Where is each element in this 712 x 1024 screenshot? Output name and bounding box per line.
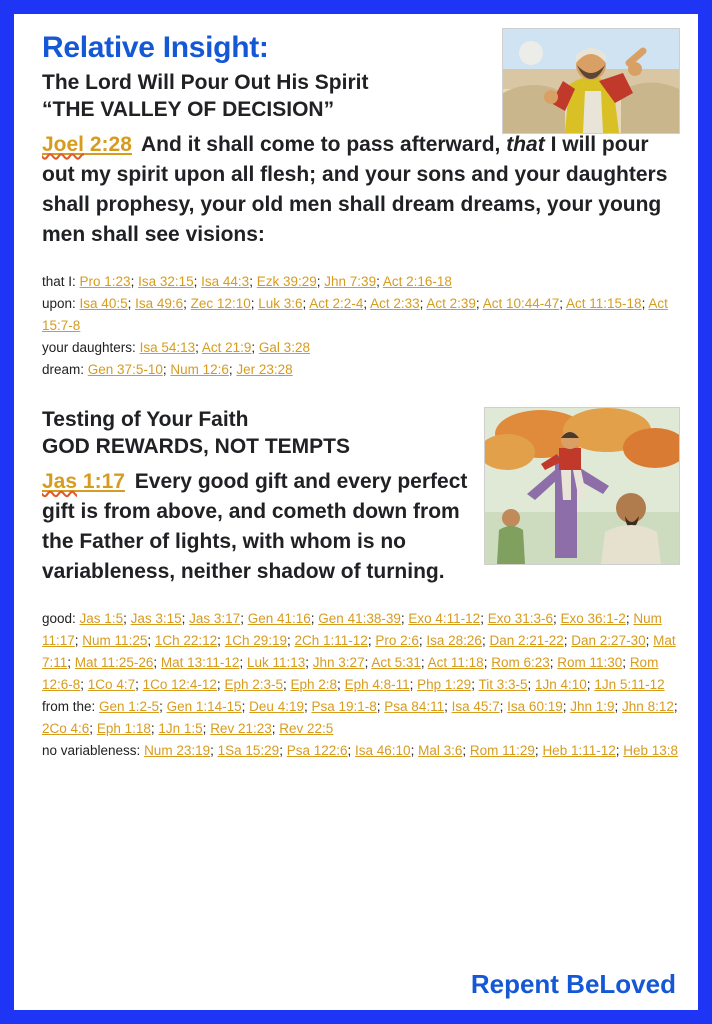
crossref-link[interactable]: Act 11:15-18 (566, 296, 642, 312)
crossref-separator: ; (210, 742, 218, 758)
crossref-separator: ; (549, 655, 558, 671)
crossref-separator: ; (250, 296, 259, 312)
crossref-separator: ; (534, 742, 543, 758)
crossref-link[interactable]: Isa 45:7 (451, 698, 500, 714)
crossref-separator: ; (195, 339, 202, 355)
crossref-separator: ; (241, 698, 250, 714)
crossref-separator: ; (376, 274, 383, 290)
crossref-separator: ; (181, 611, 190, 627)
crossref-separator: ; (673, 698, 678, 714)
tree-scene-illustration (484, 407, 680, 565)
prophet-illustration (502, 28, 680, 134)
crossref-link[interactable]: Gen 41:16 (247, 611, 311, 627)
crossref-separator: ; (153, 655, 161, 671)
crossref-link[interactable]: Rev 21:23 (210, 720, 272, 736)
section1-crossrefs (42, 271, 680, 380)
crossref-link[interactable]: Psa 122:6 (286, 742, 348, 758)
page-title: Relative Insight: (42, 31, 269, 64)
section1-heading-2: “THE VALLEY OF DECISION” (42, 97, 335, 121)
section1-verse (42, 130, 680, 249)
crossref-group (42, 271, 680, 293)
crossref-link[interactable]: Act 21:9 (201, 339, 252, 355)
crossref-separator: ; (563, 633, 572, 649)
crossref-link[interactable]: Gal 3:28 (258, 339, 310, 355)
crossref-separator: ; (409, 677, 418, 693)
section1-verse-reference-locator: 2:28 (89, 133, 132, 157)
crossref-link[interactable]: Gen 1:14-15 (166, 698, 242, 714)
crossref-link[interactable]: Jas 1:5 (79, 611, 124, 627)
crossref-separator: ; (462, 742, 470, 758)
crossref-link[interactable]: Num 23:19 (144, 742, 211, 758)
crossref-link[interactable]: Act 11:18 (427, 655, 484, 671)
crossref-link[interactable]: Deu 4:19 (249, 698, 304, 714)
crossref-link[interactable]: Gen 1:2-5 (99, 698, 160, 714)
crossref-link[interactable]: Pro 1:23 (79, 274, 131, 290)
section2-verse-text: Every good gift and every perfect gift is from above, and cometh down from the Father of lights, with whom is no variableness, neither shadow of turning. (42, 470, 468, 583)
crossref-link[interactable]: Jhn 8:12 (622, 698, 674, 714)
crossref-separator: ; (614, 698, 623, 714)
crossref-separator: ; (553, 611, 561, 627)
crossref-link[interactable]: 1Ch 29:19 (224, 633, 287, 649)
crossref-link[interactable]: Rom 6:23 (491, 655, 550, 671)
crossref-group (42, 359, 680, 381)
crossref-link[interactable]: Act 2:33 (370, 296, 420, 312)
section2-heading-2: GOD REWARDS, NOT TEMPTS (42, 434, 351, 458)
section1-verse-reference-book: Joel (42, 133, 85, 157)
crossref-link[interactable]: Eph 4:8-11 (344, 677, 410, 693)
crossref-link[interactable]: Pro 2:6 (375, 633, 419, 649)
crossref-group (42, 337, 680, 359)
section1-verse-reference[interactable] (42, 133, 132, 156)
crossref-separator: ; (135, 677, 143, 693)
crossref-group-label: that I: (42, 274, 80, 290)
crossref-link[interactable]: Eph 1:18 (96, 720, 151, 736)
crossref-link[interactable]: Num 11:25 (82, 633, 148, 649)
crossref-link[interactable]: Psa 84:11 (384, 698, 445, 714)
crossref-link[interactable]: Heb 13:8 (623, 742, 679, 758)
crossref-link[interactable]: Luk 3:6 (258, 296, 303, 312)
crossref-link[interactable]: Jas 3:17 (189, 611, 241, 627)
section2-verse-reference[interactable] (42, 470, 125, 493)
crossref-link[interactable]: Act 15:7-8 (42, 296, 668, 334)
section2-heading-1: Testing of Your Faith (42, 407, 249, 431)
crossref-separator: ; (279, 742, 287, 758)
crossref-separator: ; (127, 296, 136, 312)
crossref-link[interactable]: Act 2:39 (426, 296, 476, 312)
crossref-group-label: no variableness: (42, 742, 145, 758)
crossref-separator: ; (483, 655, 492, 671)
crossref-separator: ; (480, 611, 488, 627)
crossref-separator: ; (217, 633, 225, 649)
crossref-separator: ; (419, 296, 427, 312)
crossref-separator: ; (622, 655, 630, 671)
crossref-link[interactable]: Rom 12:6-8 (42, 655, 659, 693)
crossref-link[interactable]: Mat 11:25-26 (74, 655, 154, 671)
crossref-link[interactable]: Jer 23:28 (236, 361, 293, 377)
crossref-separator: ; (150, 720, 159, 736)
crossref-separator: ; (316, 274, 325, 290)
crossref-separator: ; (193, 274, 202, 290)
crossref-separator: ; (240, 611, 248, 627)
crossref-link[interactable]: Isa 46:10 (355, 742, 411, 758)
crossref-separator: ; (499, 698, 508, 714)
tree-scene-illustration-art (485, 408, 679, 564)
crossref-link[interactable]: Eph 2:8 (290, 677, 338, 693)
crossref-separator: ; (475, 296, 483, 312)
crossref-link[interactable]: 1Ch 22:12 (154, 633, 218, 649)
crossref-link[interactable]: Luk 11:13 (246, 655, 306, 671)
crossref-separator: ; (347, 742, 356, 758)
crossref-link[interactable]: Act 2:16-18 (382, 274, 452, 290)
crossref-separator: ; (228, 361, 237, 377)
section1-verse-part1: And it shall come to pass afterward, (140, 133, 501, 157)
crossref-separator: ; (645, 633, 654, 649)
crossref-link[interactable]: Num 11:17 (42, 611, 662, 649)
crossref-separator: ; (364, 655, 372, 671)
crossref-link[interactable]: Exo 36:1-2 (560, 611, 626, 627)
crossref-separator: ; (183, 296, 191, 312)
crossref-separator: ; (481, 633, 490, 649)
crossref-separator: ; (586, 677, 595, 693)
crossref-link[interactable]: Isa 28:26 (426, 633, 482, 649)
crossref-link[interactable]: Act 10:44-47 (482, 296, 560, 312)
crossref-separator: ; (303, 698, 312, 714)
crossref-separator: ; (420, 655, 428, 671)
crossref-group-label: your daughters: (42, 339, 140, 355)
crossref-separator: ; (251, 339, 259, 355)
crossref-separator: ; (130, 274, 139, 290)
crossref-link[interactable]: Exo 31:3-6 (487, 611, 553, 627)
crossref-link[interactable]: Isa 49:6 (135, 296, 184, 312)
crossref-separator: ; (562, 698, 571, 714)
crossref-link[interactable]: Jhn 7:39 (324, 274, 377, 290)
crossref-group-label: dream: (42, 361, 88, 377)
section1-heading-1: The Lord Will Pour Out His Spirit (42, 70, 369, 94)
crossref-separator: ; (80, 677, 88, 693)
crossref-link[interactable]: Act 5:31 (371, 655, 421, 671)
crossref-link[interactable]: 1Jn 5:11-12 (594, 677, 665, 693)
footer-text: Repent BeLoved (470, 969, 676, 999)
crossref-separator: ; (159, 698, 167, 714)
crossref-separator: ; (559, 296, 567, 312)
crossref-link[interactable]: Jhn 3:27 (312, 655, 365, 671)
crossref-group (42, 740, 680, 762)
crossref-link[interactable]: 1Jn 1:5 (158, 720, 203, 736)
crossref-separator: ; (287, 633, 295, 649)
crossref-group-label: upon: (42, 296, 80, 312)
crossref-separator: ; (444, 698, 452, 714)
crossref-separator: ; (410, 742, 419, 758)
crossref-link[interactable]: Jhn 1:9 (570, 698, 615, 714)
crossref-link[interactable]: Num 12:6 (170, 361, 229, 377)
crossref-separator: ; (67, 655, 75, 671)
crossref-separator: ; (271, 720, 280, 736)
crossref-link[interactable]: Psa 19:1-8 (311, 698, 377, 714)
crossref-separator: ; (527, 677, 535, 693)
crossref-separator: ; (123, 611, 131, 627)
crossref-link[interactable]: Rom 11:29 (469, 742, 535, 758)
crossref-link[interactable]: Eph 2:3-5 (224, 677, 283, 693)
crossref-separator: ; (147, 633, 155, 649)
crossref-link[interactable]: Heb 1:11-12 (542, 742, 616, 758)
crossref-separator: ; (615, 742, 624, 758)
crossref-link[interactable]: 2Ch 1:11-12 (294, 633, 368, 649)
crossref-separator: ; (302, 296, 310, 312)
crossref-separator: ; (305, 655, 313, 671)
section1-verse-italic: that (506, 133, 545, 157)
crossref-link[interactable]: Zec 12:10 (190, 296, 251, 312)
crossref-link[interactable]: 1Sa 15:29 (217, 742, 280, 758)
crossref-link[interactable]: Php 1:29 (417, 677, 472, 693)
section2-crossrefs (42, 608, 680, 761)
crossref-separator: ; (418, 633, 427, 649)
crossref-separator: ; (400, 611, 409, 627)
crossref-link[interactable]: 1Co 4:7 (87, 677, 136, 693)
crossref-separator: ; (202, 720, 211, 736)
section2-verse-reference-locator: 1:17 (82, 470, 125, 494)
crossref-separator: ; (89, 720, 97, 736)
crossref-separator: ; (162, 361, 171, 377)
crossref-separator: ; (216, 677, 225, 693)
crossref-link[interactable]: Ezk 39:29 (256, 274, 317, 290)
crossref-separator: ; (471, 677, 479, 693)
crossref-link[interactable]: Isa 54:13 (139, 339, 196, 355)
prophet-illustration-art (503, 29, 679, 133)
crossref-link[interactable]: Rev 22:5 (279, 720, 334, 736)
crossref-link[interactable]: 1Jn 4:10 (535, 677, 587, 693)
crossref-link[interactable]: Mal 3:6 (418, 742, 463, 758)
crossref-separator: ; (310, 611, 319, 627)
crossref-separator: ; (376, 698, 385, 714)
crossref-link[interactable]: Isa 60:19 (507, 698, 563, 714)
crossref-link[interactable]: Tit 3:3-5 (478, 677, 528, 693)
crossref-separator: ; (249, 274, 257, 290)
crossref-link[interactable]: Exo 4:11-12 (408, 611, 481, 627)
section2-verse-reference-book: Jas (42, 470, 78, 494)
crossref-group (42, 293, 680, 337)
crossref-link[interactable]: Isa 32:15 (138, 274, 194, 290)
crossref-link[interactable]: Gen 37:5-10 (87, 361, 163, 377)
crossref-link[interactable]: Mat 13:11-12 (160, 655, 240, 671)
crossref-link[interactable]: Act 2:2-4 (309, 296, 364, 312)
crossref-group (42, 608, 680, 695)
crossref-link[interactable]: Isa 44:3 (201, 274, 250, 290)
crossref-separator: ; (367, 633, 376, 649)
crossref-group-label: from the: (42, 698, 100, 714)
section1-verse-part2: I will pour out my spirit upon all flesh; and your sons and your daughters shall prophesy, your old men shall dream dreams, your young men shall see visions: (42, 133, 668, 246)
crossref-separator: ; (625, 611, 634, 627)
crossref-link[interactable]: 1Co 12:4-12 (142, 677, 217, 693)
crossref-link[interactable]: Isa 40:5 (79, 296, 128, 312)
crossref-separator: ; (239, 655, 247, 671)
crossref-separator: ; (363, 296, 371, 312)
crossref-group-label: good: (42, 611, 80, 627)
crossref-link[interactable]: Jas 3:15 (130, 611, 182, 627)
crossref-separator: ; (337, 677, 345, 693)
crossref-separator: ; (282, 677, 291, 693)
crossref-link[interactable]: Gen 41:38-39 (318, 611, 401, 627)
crossref-separator: ; (641, 296, 649, 312)
crossref-link[interactable]: Rom 11:30 (557, 655, 623, 671)
crossref-group (42, 696, 680, 740)
crossref-link[interactable]: Dan 2:21-22 (489, 633, 564, 649)
poster-sheet (14, 14, 698, 1010)
crossref-link[interactable]: 2Co 4:6 (42, 720, 90, 736)
crossref-link[interactable]: Mat 7:11 (42, 633, 676, 671)
crossref-separator: ; (74, 633, 83, 649)
crossref-link[interactable]: Dan 2:27-30 (571, 633, 646, 649)
